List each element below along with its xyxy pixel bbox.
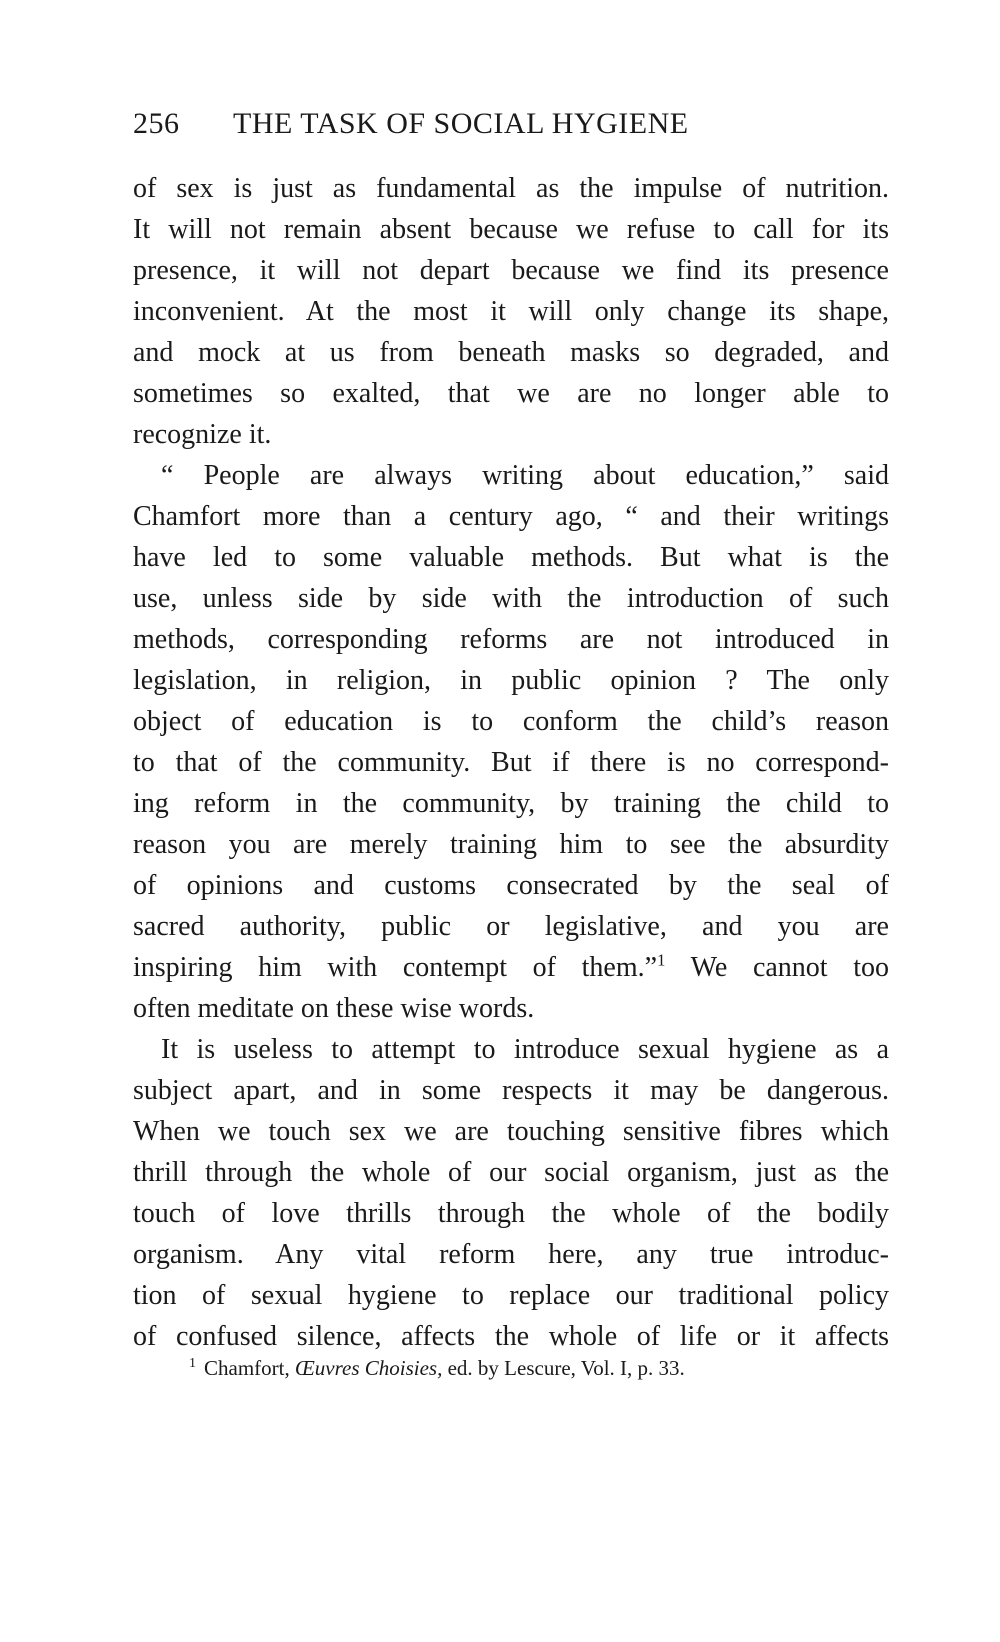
text-line-with-reference (133, 947, 889, 988)
text-line: When we touch sex we are touching sensitive fibres which (133, 1116, 889, 1147)
text-line: use, unless side by side with the introduction of such (133, 583, 889, 614)
page-number: 256 (133, 107, 180, 140)
text-line: methods, corresponding reforms are not introduced in (133, 624, 889, 655)
text-line: reason you are merely training him to see the absurdity (133, 829, 889, 860)
footnote (189, 1353, 889, 1383)
text-line: tion of sexual hygiene to replace our traditional policy (133, 1280, 889, 1311)
text-line: ing reform in the community, by training the child to (133, 788, 889, 819)
text-segment: We cannot too (665, 952, 889, 983)
text-line: recognize it. (133, 419, 272, 450)
footnote-title: Œuvres Choisies, (294, 1356, 443, 1380)
text-line: organism. Any vital reform here, any true introduc- (133, 1239, 889, 1270)
text-segment: inspiring him with contempt of them.” (133, 952, 658, 983)
text-line: presence, it will not depart because we find its presence (133, 255, 889, 286)
text-line: “ People are always writing about education,” said (161, 460, 889, 491)
text-line: thrill through the whole of our social organism, just as the (133, 1157, 889, 1188)
text-line: It will not remain absent because we refuse to call for its (133, 214, 889, 245)
footnote-author: Chamfort, (204, 1356, 295, 1380)
text-line: often meditate on these wise words. (133, 993, 535, 1024)
text-line: sometimes so exalted, that we are no longer able to (133, 378, 889, 409)
text-line: sacred authority, public or legislative, and you are (133, 911, 889, 942)
text-line: of opinions and customs consecrated by the seal of (133, 870, 889, 901)
text-line: and mock at us from beneath masks so degraded, and (133, 337, 889, 368)
text-line: legislation, in religion, in public opinion ? The only (133, 665, 889, 696)
text-line: subject apart, and in some respects it may be dangerous. (133, 1075, 889, 1106)
text-line: object of education is to conform the child’s reason (133, 706, 889, 737)
text-line: have led to some valuable methods. But what is the (133, 542, 889, 573)
footnote-marker: 1 (189, 1356, 196, 1371)
running-head (133, 100, 889, 148)
footnote-reference: 1 (657, 950, 666, 970)
text-line: Chamfort more than a century ago, “ and their writings (133, 501, 889, 532)
text-line: of sex is just as fundamental as the impulse of nutrition. (133, 173, 889, 204)
book-page (133, 100, 889, 1380)
text-line: touch of love thrills through the whole of the bodily (133, 1198, 889, 1229)
text-line: of confused silence, affects the whole of life or it affects (133, 1321, 889, 1352)
text-line: to that of the community. But if there is no correspond- (133, 747, 889, 778)
running-title: THE TASK OF SOCIAL HYGIENE (233, 107, 689, 140)
text-line: inconvenient. At the most it will only change its shape, (133, 296, 889, 327)
body-text (133, 168, 889, 1357)
text-line: It is useless to attempt to introduce sexual hygiene as a (161, 1034, 889, 1065)
footnote-citation: ed. by Lescure, Vol. I, p. 33. (442, 1356, 685, 1380)
